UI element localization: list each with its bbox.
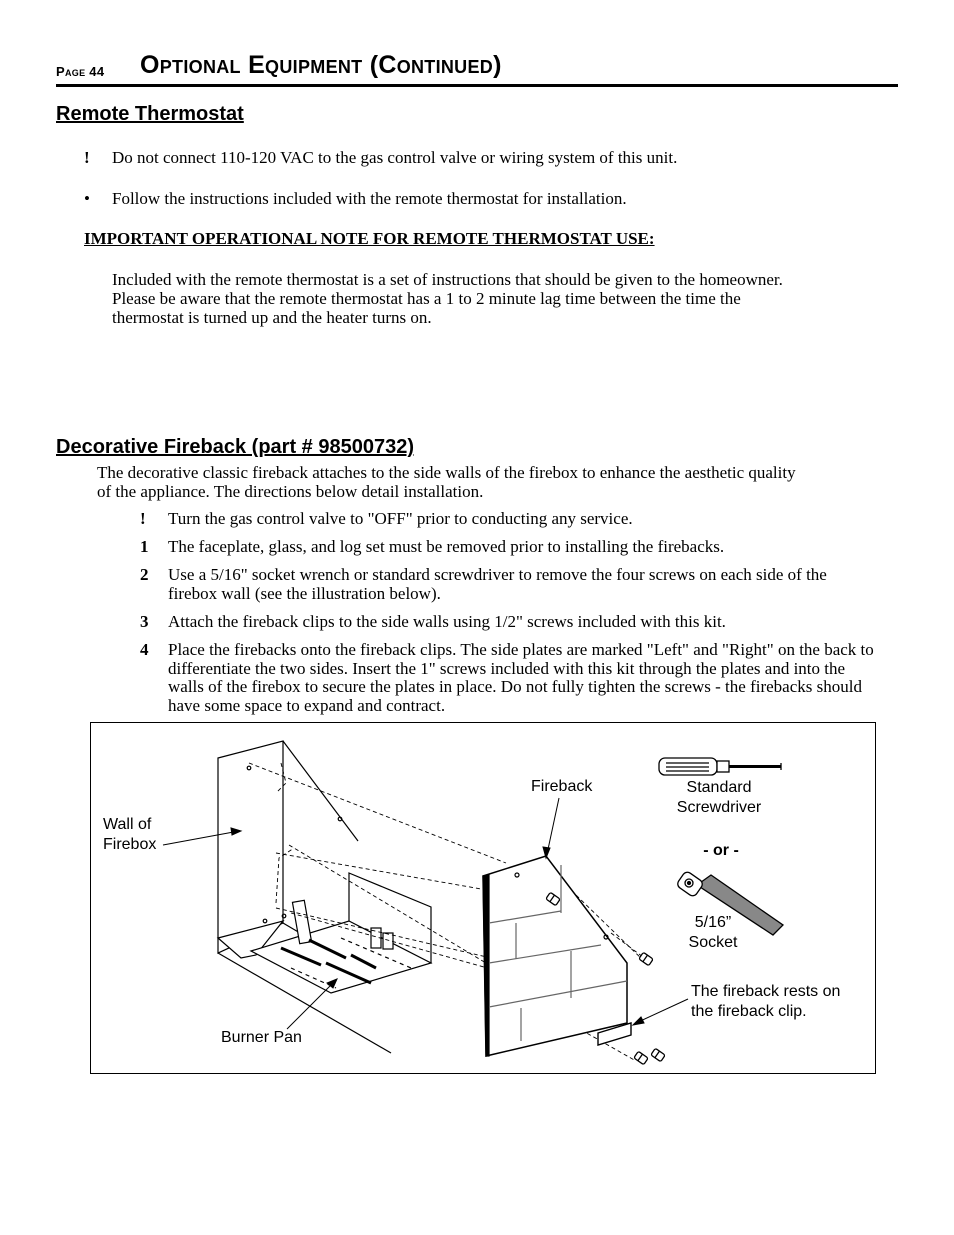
page-number: Page 44	[56, 64, 105, 79]
page-title: Optional Equipment (Continued)	[140, 51, 502, 79]
note-line: Included with the remote thermostat is a set of instructions that should be given to the homeowner.	[112, 270, 783, 289]
label-screwdriver-line1: Standard	[686, 779, 752, 796]
step-text-4: Place the firebacks onto the fireback clips. The side plates are marked "Left" and "Right" on the back to differentiate the two sides. Insert the 1" screws included with this kit through the plates and into the walls of the firebox to secure the plates in place. Do not fully tighten the screws - the firebacks should have some space to expand and contract.	[168, 640, 874, 715]
step-text-1: The faceplate, glass, and log set must be removed prior to installing the firebacks.	[168, 537, 725, 556]
screwdriver-icon	[659, 758, 781, 775]
step-marker-1: 1	[140, 537, 149, 556]
screw-icon	[651, 1048, 665, 1061]
label-socket-line2: Socket	[688, 934, 738, 951]
fireback-panel	[483, 856, 627, 1056]
installation-illustration	[90, 722, 876, 1074]
label-screwdriver-line2: Screwdriver	[676, 799, 762, 816]
label-wall-of-firebox-line2: Firebox	[103, 836, 157, 853]
step-marker-warning: !	[140, 509, 146, 528]
label-wall-of-firebox-line1: Wall of	[103, 816, 152, 833]
intro-line: of the appliance. The directions below detail installation.	[97, 482, 484, 501]
warning-text: Do not connect 110-120 VAC to the gas control valve or wiring system of this unit.	[112, 148, 678, 167]
note-line: thermostat is turned up and the heater turns on.	[112, 308, 432, 327]
section-heading-remote-thermostat: Remote Thermostat	[56, 103, 244, 125]
bullet-text: Follow the instructions included with the remote thermostat for installation.	[112, 189, 627, 208]
warning-marker: !	[84, 148, 90, 167]
step-text-warning: Turn the gas control valve to "OFF" prior to conducting any service.	[168, 509, 633, 528]
label-socket-line1: 5/16”	[694, 914, 732, 931]
screw-icon	[634, 1051, 648, 1064]
label-fireback: Fireback	[531, 778, 593, 795]
fireback-diagram	[91, 723, 877, 1075]
step-marker-3: 3	[140, 612, 149, 631]
step-text-2: Use a 5/16" socket wrench or standard screwdriver to remove the four screws on each side of the firebox wall (see the illustration below).	[168, 565, 827, 603]
screw-icon	[639, 952, 653, 965]
step-marker-2: 2	[140, 565, 149, 584]
label-fireback-clip-line1: The fireback rests on	[691, 983, 841, 1000]
label-burner-pan: Burner Pan	[221, 1029, 302, 1046]
page-header	[56, 51, 898, 87]
label-or: - or -	[703, 842, 739, 859]
bullet-marker: •	[84, 189, 90, 208]
note-line: Please be aware that the remote thermostat has a 1 to 2 minute lag time between the time the	[112, 289, 741, 308]
important-note-heading: IMPORTANT OPERATIONAL NOTE FOR REMOTE THERMOSTAT USE:	[84, 229, 655, 248]
step-text-3: Attach the fireback clips to the side walls using 1/2" screws included with this kit.	[168, 612, 726, 631]
label-fireback-clip-line2: the fireback clip.	[691, 1003, 807, 1020]
step-marker-4: 4	[140, 640, 149, 659]
section-heading-fireback: Decorative Fireback (part # 98500732)	[56, 436, 414, 458]
intro-line: The decorative classic fireback attaches to the side walls of the firebox to enhance the aesthetic quality	[97, 463, 796, 482]
